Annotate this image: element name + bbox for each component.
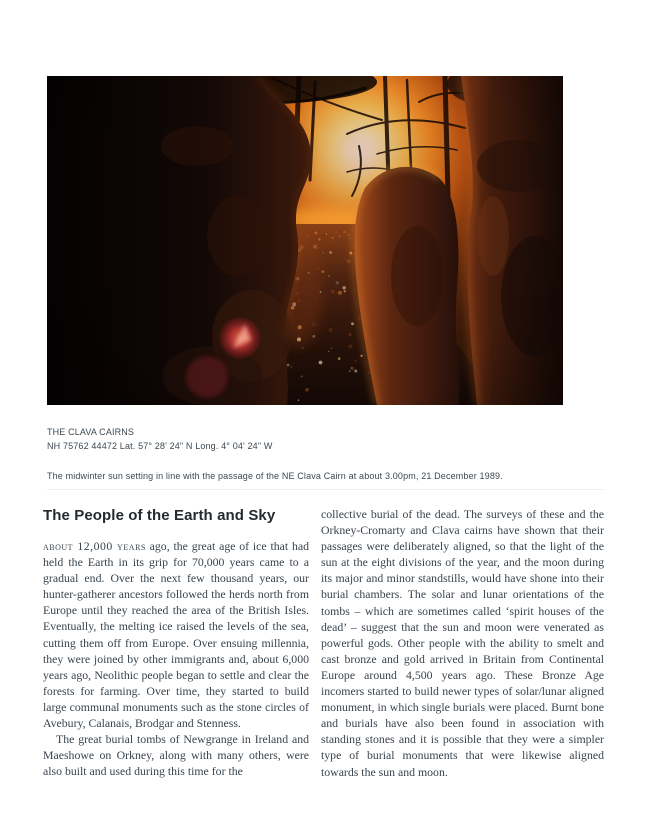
article-column-left	[43, 506, 309, 779]
caption-grid-reference: NH 75762 44472 Lat. 57° 28' 24" N Long. 4° 04' 24" W	[47, 441, 273, 451]
paragraph-one	[43, 538, 309, 731]
paragraph-one-text: ago, the great age of ice that had held the Earth in its grip for 70,000 years came to a gradual end. Over the next few thousand years, our hunter-gatherer ancestors followed the herds north from Europe until they reached the area of the British Isles. Eventually, the melting ice raised the levels of the sea, cutting them off from Europe. Over ensuing millennia, they were joined by other immigrants and, about 6,000 years ago, Neolithic people began to settle and clear the forests for farming. Over time, they started to build large communal monuments such as the stone circles of Avebury, Calanais, Brodgar and Stenness.	[43, 539, 310, 731]
caption-site-name: THE CLAVA CAIRNS	[47, 427, 135, 437]
photo-caption	[47, 425, 604, 483]
article-column-right	[321, 506, 604, 780]
clava-cairns-photo	[47, 76, 563, 405]
caption-description: The midwinter sun setting in line with the passage of the NE Clava Cairn at about 3.00pm, 21 December 1989.	[47, 471, 503, 481]
divider-rule	[47, 489, 604, 490]
paragraph-two-left: The great burial tombs of Newgrange in Ireland and Maeshowe on Orkney, along with many others, were also built and used during this time for the	[43, 732, 309, 779]
lead-in-smallcaps: about 12,000 years	[43, 539, 146, 553]
article-title: The People of the Earth and Sky	[43, 507, 276, 524]
vignette	[47, 76, 563, 405]
article	[43, 506, 604, 780]
paragraph-two-right: collective burial of the dead. The surveys of these and the Orkney-Cromarty and Clava cairns have shown that their passages were deliberately aligned, so that the light of the sun at the eight divisions of the year, and the moon during its major and minor standstills, would have shone into their burial chambers. The solar and lunar orientations of the tombs – which are sometimes called ‘spirit houses of the dead’ – suggest that the sun and moon were venerated as powerful gods. Other people with the ability to smelt and cast bronze and gold arrived in Britain from Continental Europe around 4,500 years ago. These Bronze Age incomers started to build newer types of solar/lunar aligned monument, in which single burials were placed. Burnt bone and burials have also been found in association with standing stones and it is possible that they were a simpler type of burial monuments that were likewise aligned towards the sun and moon.	[321, 507, 604, 779]
